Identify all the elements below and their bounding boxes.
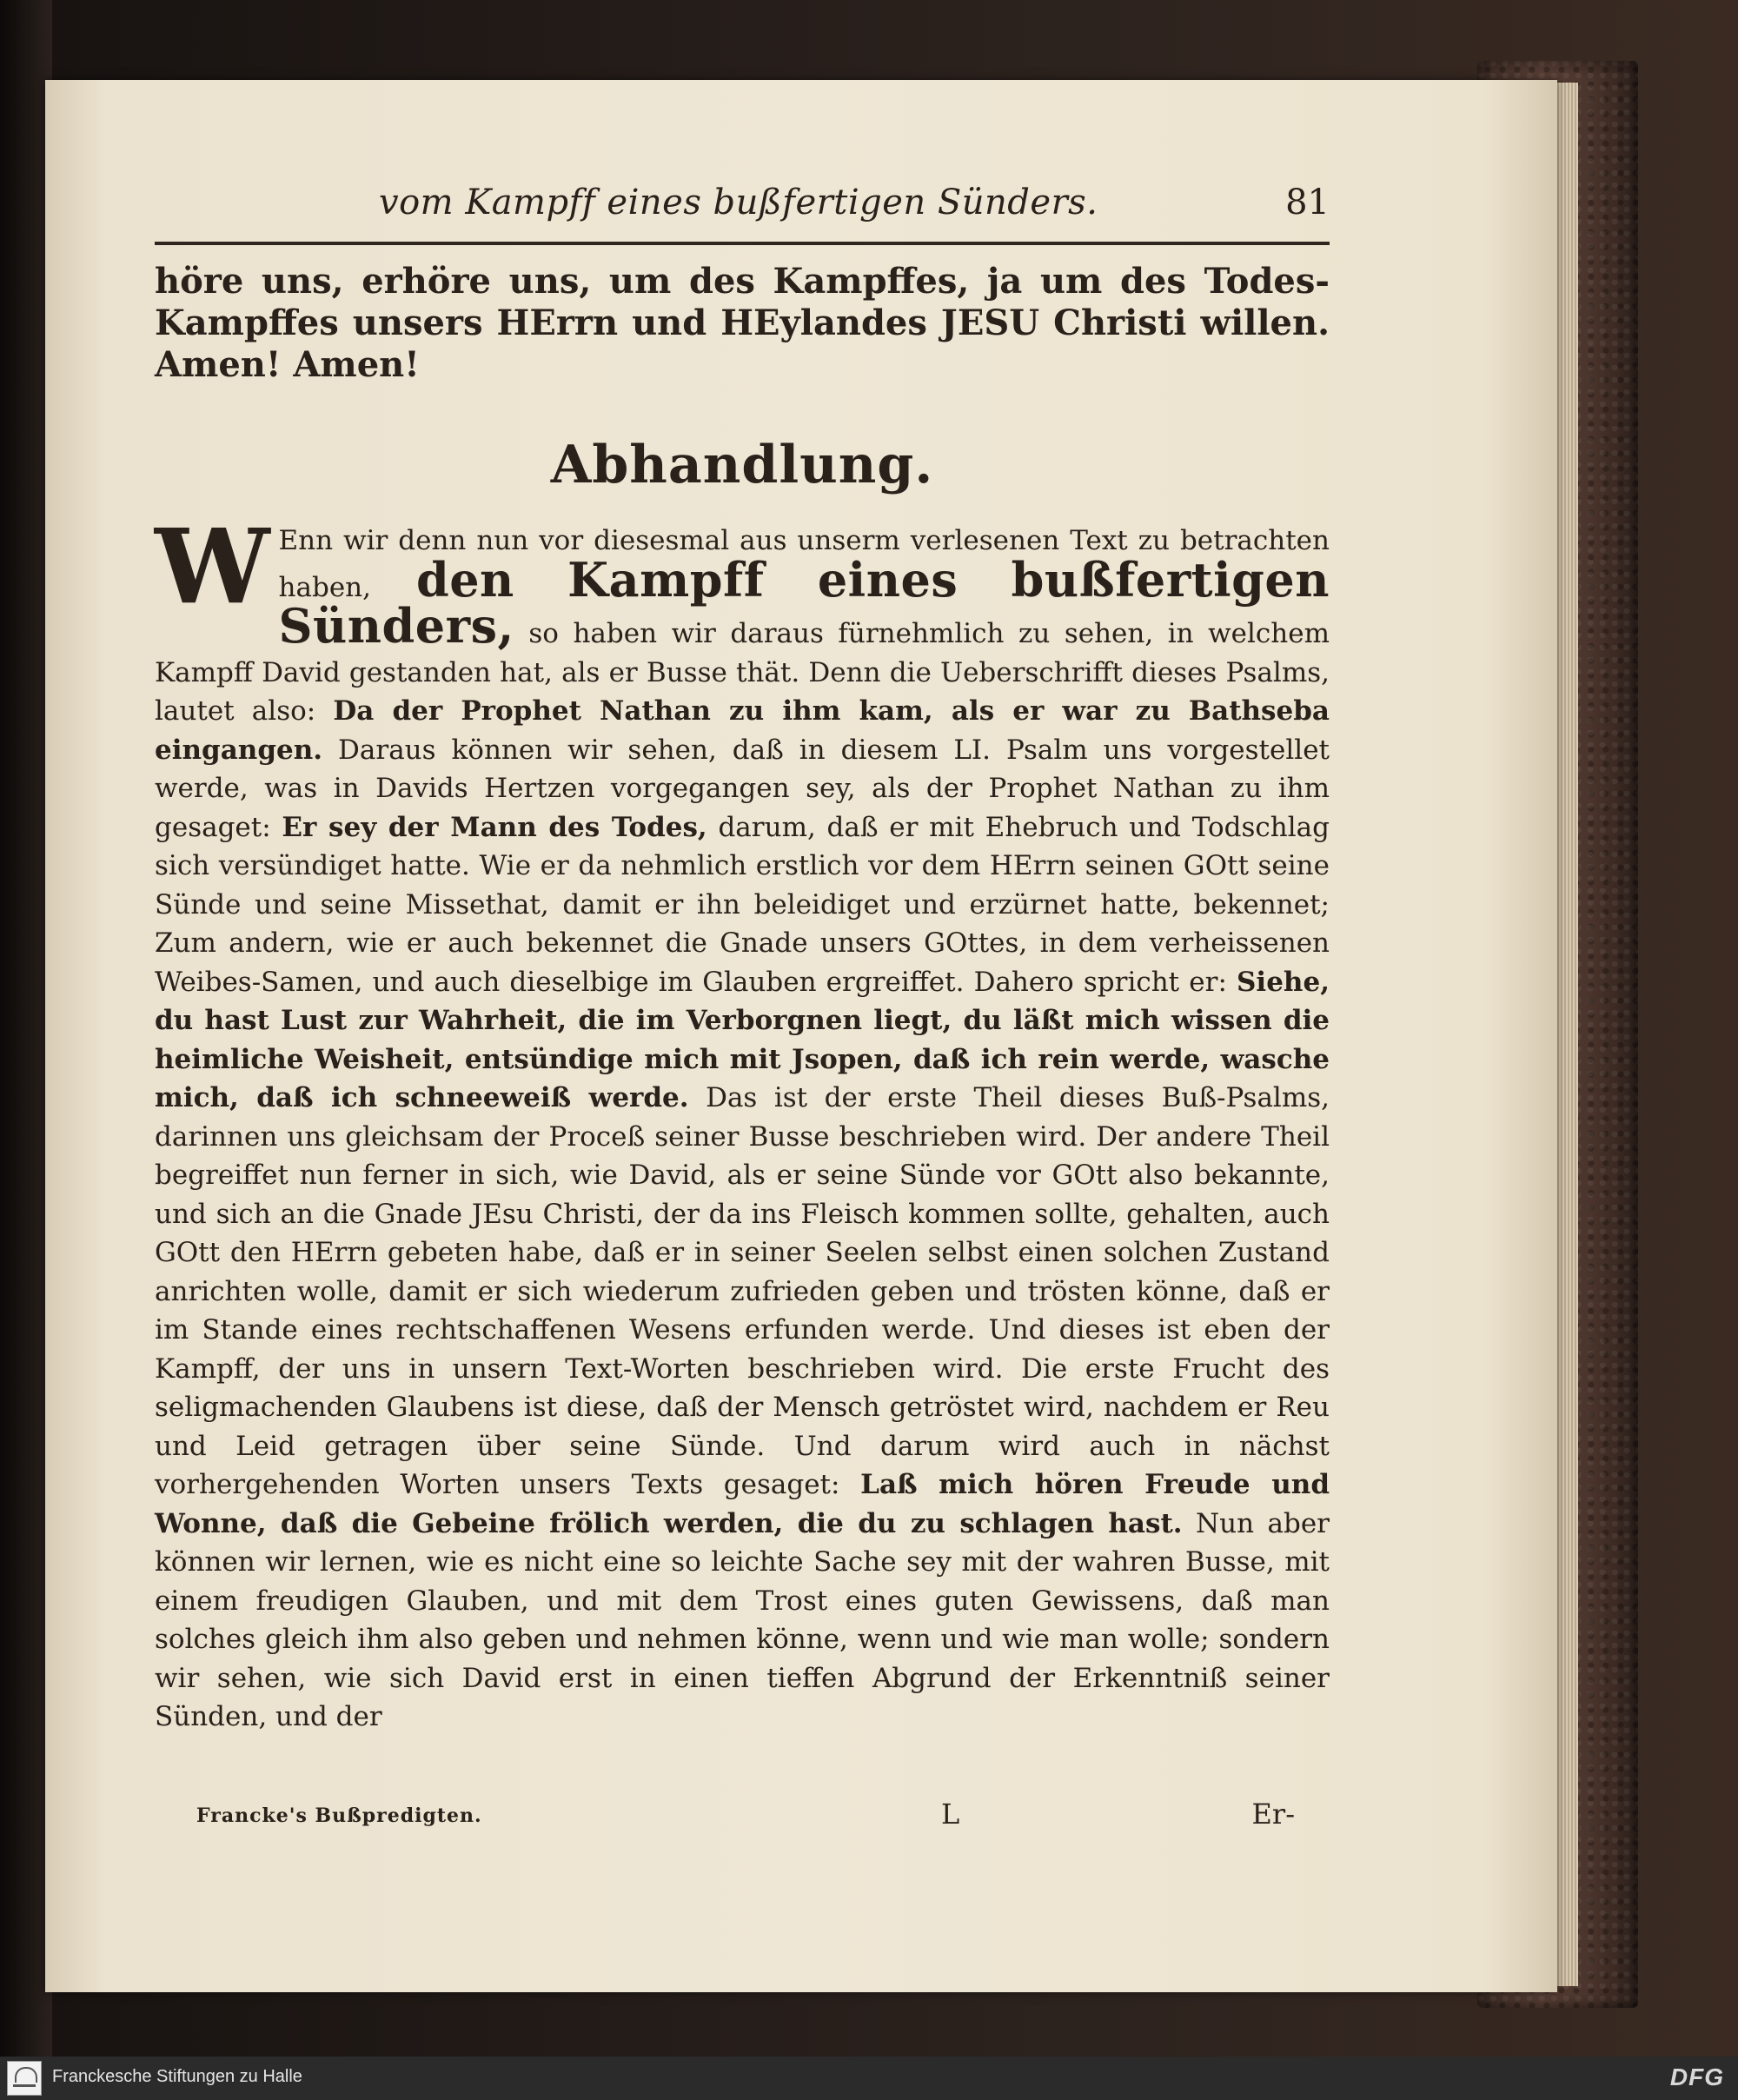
emphasized-quote-3: Siehe, du hast Lust zur Wahrheit, die im Verborgnen liegt, du läßt mich wissen die heimliche Weisheit, entsündige mich mit Jsopen, daß ich rein werde, wasche mich, daß ich schneeweiß werde. — [155, 966, 1330, 1113]
drop-cap: W — [155, 506, 270, 627]
institution-logo-icon — [7, 2061, 42, 2096]
body-passage-1: Enn wir denn nun vor diesesmal aus unserm verlesenen Text zu betrachten haben, — [278, 525, 1330, 603]
body-text — [155, 506, 1330, 1737]
body-passage-2: so haben wir daraus fürnehmlich zu sehen, in welchem Kampff David gestanden hat, als er Busse thät. Denn die Ueberschrifft dieses Psalms, lautet also: — [155, 618, 1330, 727]
catchword: Er- — [1251, 1798, 1295, 1831]
closing-prayer: höre uns, erhöre uns, um des Kampffes, ja um des Todes-Kampffes unsers HErrn und HEylandes JESU Christi willen. Amen! Amen! — [155, 261, 1330, 385]
page-number: 81 — [1285, 183, 1330, 223]
book-gutter-shadow — [0, 0, 52, 2057]
emphasized-quote-1: Da der Prophet Nathan zu ihm kam, als er war zu Bathseba eingangen. — [155, 695, 1330, 766]
body-passage-3: Daraus können wir sehen, daß in diesem LI. Psalm uns vorgestellet werde, was in Davids Hertzen vorgegangen sey, als der Prophet Nathan zu ihm gesaget: — [155, 734, 1330, 843]
header-rule — [155, 242, 1330, 245]
dfg-logo: DFG — [1669, 2063, 1724, 2090]
section-heading: Abhandlung. — [550, 435, 934, 495]
institution-name: Franckesche Stiftungen zu Halle — [52, 2067, 302, 2086]
emphasized-theme: den Kampff eines bußfertigen Sünders, — [278, 551, 1330, 654]
body-passage-4: darum, daß er mit Ehebruch und Todschlag sich versündiget hatte. Wie er da nehmlich erstlich vor dem HErrn seinen GOtt seine Sünde und seine Missethat, damit er ihn beleidiget und erzürnet hatte, bekennet; Zum andern, wie er auch bekennet die Gnade unsers GOttes, in dem verheissenen Weibes-Samen, und auch dieselbige im Glauben ergreiffet. Dahero spricht er: — [155, 811, 1330, 998]
running-head — [155, 183, 1330, 235]
viewer-bottom-bar — [0, 2057, 1738, 2100]
emphasized-quote-4: Laß mich hören Freude und Wonne, daß die Gebeine frölich werden, die du zu schlagen hast. — [155, 1469, 1330, 1539]
signature-mark: L — [941, 1798, 960, 1831]
body-passage-6: Nun aber können wir lernen, wie es nicht eine so leichte Sache sey mit der wahren Busse, mit einem freudigen Glauben, und mit dem Trost eines guten Gewissens, daß man solches gleich ihm also geben und nehmen könne, wenn und wie man wolle; sondern wir sehen, wie sich David erst in einen tieffen Abgrund der Erkenntniß seiner Sünden, und der — [155, 1507, 1330, 1732]
emphasized-quote-2: Er sey der Mann des Todes, — [282, 811, 707, 843]
footer-book-title: Francke's Bußpredigten. — [196, 1804, 482, 1827]
page-footer — [155, 1798, 1330, 1832]
body-passage-5: Das ist der erste Theil dieses Buß-Psalms, darinnen uns gleichsam der Proceß seiner Busse beschrieben wird. Der andere Theil begreiffet nun ferner in sich, wie David, als er seine Sünde vor GOtt also bekannte, und sich an die Gnade JEsu Christi, der da ins Fleisch kommen sollte, gehalten, auch GOtt den HErrn gebeten habe, daß er in seiner Seelen selbst einen solchen Zustand anrichten wolle, damit er sich wiederum zufrieden geben und trösten könne, daß er im Stande eines rechtschaffenen Wesens erfunden werde. Und dieses ist eben der Kampff, der uns in unsern Text-Worten beschrieben wird. Die erste Frucht des seligmachenden Glaubens ist diese, daß der Mensch getröstet wird, nachdem er Reu und Leid getragen über seine Sünde. Und darum wird auch in nächst vorhergehenden Worten unsers Texts gesaget: — [155, 1082, 1330, 1500]
running-head-title: vom Kampff eines bußfertigen Sünders. — [379, 183, 1098, 223]
